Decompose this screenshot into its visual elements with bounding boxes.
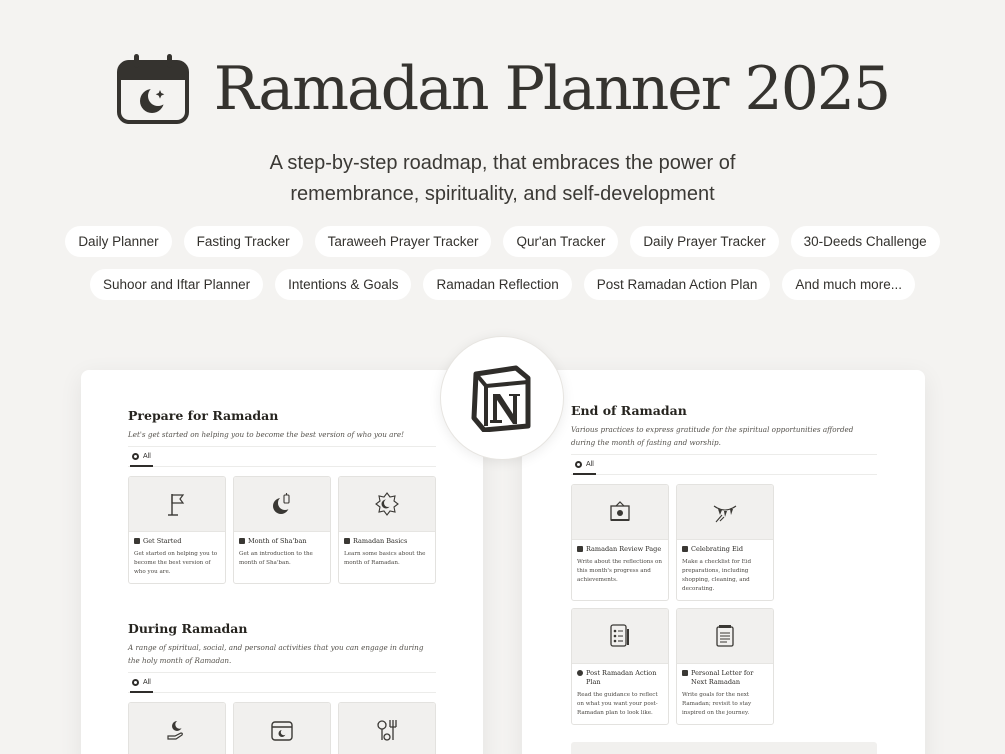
subtitle-line-2: remembrance, spirituality, and self-development (290, 183, 715, 205)
check-mini-icon (577, 670, 583, 676)
tab-all[interactable] (130, 447, 153, 467)
card-title: Post Ramadan Action Plan (586, 669, 657, 686)
card-cover (129, 477, 225, 532)
tag-quran-tracker: Qur'an Tracker (503, 226, 618, 257)
tag-post-ramadan-plan: Post Ramadan Action Plan (584, 269, 771, 300)
calendar-moon-icon (116, 52, 190, 126)
card-celebrating-eid[interactable] (676, 484, 774, 601)
tab-all-label: All (586, 460, 594, 468)
prepare-cards (128, 476, 436, 584)
left-preview-panel (81, 370, 483, 754)
card-during-3[interactable] (338, 702, 436, 754)
during-section (128, 621, 436, 754)
during-desc: A range of spiritual, social, and personal activities that you can engage in during the holy month of Ramadan. (128, 643, 424, 665)
calendar-mini-icon (239, 538, 245, 544)
doc-mini-icon (682, 670, 688, 676)
frame-icon (608, 500, 632, 524)
tab-all-icon (575, 461, 582, 468)
tab-all-icon (132, 453, 139, 460)
prepare-tabbar (128, 446, 436, 467)
during-title: During Ramadan (128, 621, 248, 636)
gift-mini-icon (682, 546, 688, 552)
checklist-icon (608, 623, 632, 649)
card-cover (234, 477, 330, 532)
right-preview-panel (522, 370, 925, 754)
tag-intentions-goals: Intentions & Goals (275, 269, 411, 300)
card-ramadan-basics[interactable] (338, 476, 436, 584)
tag-30-deeds: 30-Deeds Challenge (791, 226, 940, 257)
during-cards (128, 702, 436, 754)
feature-tags-row-1 (0, 226, 1005, 257)
feature-tags-row-2 (0, 269, 1005, 300)
card-during-2[interactable] (233, 702, 331, 754)
calendar-moon-icon (270, 718, 294, 742)
card-title: Ramadan Basics (353, 537, 408, 545)
box-mini-icon (577, 546, 583, 552)
card-cover (572, 609, 668, 664)
page-title: Ramadan Planner 2025 (213, 54, 890, 124)
card-month-of-shaban[interactable] (233, 476, 331, 584)
card-cover (234, 703, 330, 754)
card-title: Get Started (143, 537, 182, 545)
tab-all-label: All (143, 452, 151, 460)
tag-daily-prayer-tracker: Daily Prayer Tracker (630, 226, 778, 257)
page-subtitle (0, 148, 1005, 210)
card-title: Ramadan Review Page (586, 545, 662, 553)
end-section (571, 403, 877, 725)
card-personal-letter[interactable] (676, 608, 774, 725)
card-during-1[interactable] (128, 702, 226, 754)
book-mini-icon (344, 538, 350, 544)
tag-daily-planner: Daily Planner (65, 226, 171, 257)
lantern-moon-icon (270, 492, 294, 516)
prepare-desc: Let's get started on helping you to become the best version of who you are! (128, 430, 404, 439)
card-desc: Write about the reflections on this month's progress and achievements. (577, 559, 662, 583)
card-title: Celebrating Eid (691, 545, 743, 553)
flag-mini-icon (134, 538, 140, 544)
card-desc: Get an introduction to the month of Sha'ban. (239, 551, 313, 566)
header (0, 52, 1005, 126)
card-title: Personal Letter for Next Ramadan (691, 669, 754, 686)
card-title: Month of Sha'ban (248, 537, 307, 545)
letter-icon (714, 624, 736, 648)
card-cover (677, 485, 773, 540)
tag-taraweeh-tracker: Taraweeh Prayer Tracker (315, 226, 492, 257)
star-moon-icon (374, 491, 400, 517)
prepare-section (128, 408, 436, 584)
bunting-icon (712, 500, 738, 524)
bottom-placeholder-bar (571, 742, 877, 754)
utensils-icon (375, 717, 399, 743)
end-cards (571, 484, 877, 725)
tag-much-more: And much more... (782, 269, 915, 300)
notion-logo-badge (440, 336, 564, 460)
card-desc: Make a checklist for Eid preparations, including shopping, cleaning, and decorating. (682, 559, 752, 592)
tag-ramadan-reflection: Ramadan Reflection (423, 269, 571, 300)
end-tabbar (571, 454, 877, 475)
card-post-ramadan-plan[interactable] (571, 608, 669, 725)
card-cover (129, 703, 225, 754)
tab-all[interactable] (573, 455, 596, 475)
card-cover (339, 477, 435, 532)
card-cover (677, 609, 773, 664)
tag-suhoor-iftar: Suhoor and Iftar Planner (90, 269, 263, 300)
card-ramadan-review[interactable] (571, 484, 669, 601)
end-title: End of Ramadan (571, 403, 687, 418)
tag-fasting-tracker: Fasting Tracker (184, 226, 303, 257)
hand-moon-icon (165, 718, 189, 742)
card-cover (339, 703, 435, 754)
subtitle-line-1: A step-by-step roadmap, that embraces the power of (269, 152, 736, 174)
card-cover (572, 485, 668, 540)
card-desc: Learn some basics about the month of Ramadan. (344, 551, 426, 566)
flag-icon (166, 491, 188, 517)
during-tabbar (128, 672, 436, 693)
end-desc: Various practices to express gratitude for the spiritual opportunities afforded during the month of fasting and worship. (571, 425, 854, 447)
prepare-title: Prepare for Ramadan (128, 408, 279, 423)
notion-logo-icon (468, 364, 536, 432)
card-desc: Get started on helping you to become the best version of who you are. (134, 551, 218, 575)
tab-all-icon (132, 679, 139, 686)
card-desc: Write goals for the next Ramadan; revisit to stay inspired on the journey. (682, 692, 752, 716)
tab-all[interactable] (130, 673, 153, 693)
card-desc: Read the guidance to reflect on what you want your post-Ramadan plan to look like. (577, 692, 658, 716)
card-get-started[interactable] (128, 476, 226, 584)
tab-all-label: All (143, 678, 151, 686)
